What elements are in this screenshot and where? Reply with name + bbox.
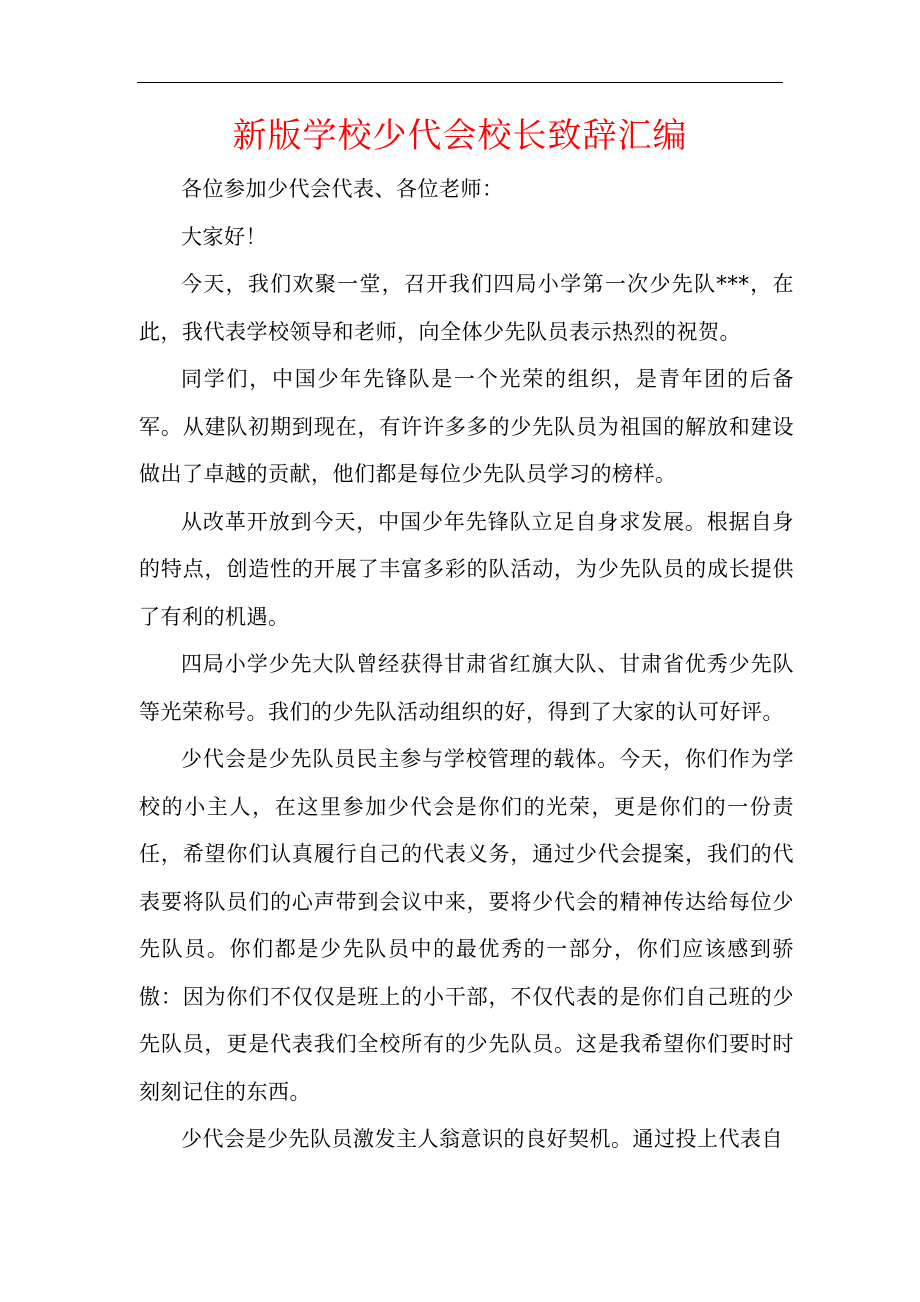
- paragraph: 四局小学少先大队曾经获得甘肃省红旗大队、甘肃省优秀少先队等光荣称号。我们的少先队活动组织的好，得到了大家的认可好评。: [139, 652, 794, 724]
- paragraph: 今天，我们欢聚一堂，召开我们四局小学第一次少先队***，在此，我代表学校领导和老师，向全体少先队员表示热烈的祝贺。: [139, 272, 794, 344]
- paragraph: 少代会是少先队员民主参与学校管理的载体。今天，你们作为学校的小主人，在这里参加少代会是你们的光荣，更是你们的一份责任，希望你们认真履行自己的代表义务，通过少代会提案，我们的代表要将队员们的心声带到会议中来，要将少代会的精神传达给每位少先队员。你们都是少先队员中的最优秀的一部分，你们应该感到骄傲：因为你们不仅仅是班上的小干部，不仅代表的是你们自己班的少先队员，更是代表我们全校所有的少先队员。这是我希望你们要时时刻刻记住的东西。: [139, 747, 794, 1104]
- paragraph-greeting: 大家好！: [181, 224, 267, 249]
- header-rule: [137, 82, 783, 83]
- document-title: 新版学校少代会校长致辞汇编: [232, 116, 688, 156]
- paragraph: 少代会是少先队员激发主人翁意识的良好契机。通过投上代表自: [181, 1127, 783, 1151]
- paragraph: 同学们，中国少年先锋队是一个光荣的组织，是青年团的后备军。从建队初期到现在，有许许多多的少先队员为祖国的解放和建设做出了卓越的贡献，他们都是每位少先队员学习的榜样。: [139, 367, 794, 486]
- paragraph-salutation: 各位参加少代会代表、各位老师：: [181, 177, 504, 201]
- document-body: [139, 166, 794, 1164]
- paragraph: 从改革开放到今天，中国少年先锋队立足自身求发展。根据自身的特点，创造性的开展了丰富多彩的队活动，为少先队员的成长提供了有利的机遇。: [139, 509, 794, 629]
